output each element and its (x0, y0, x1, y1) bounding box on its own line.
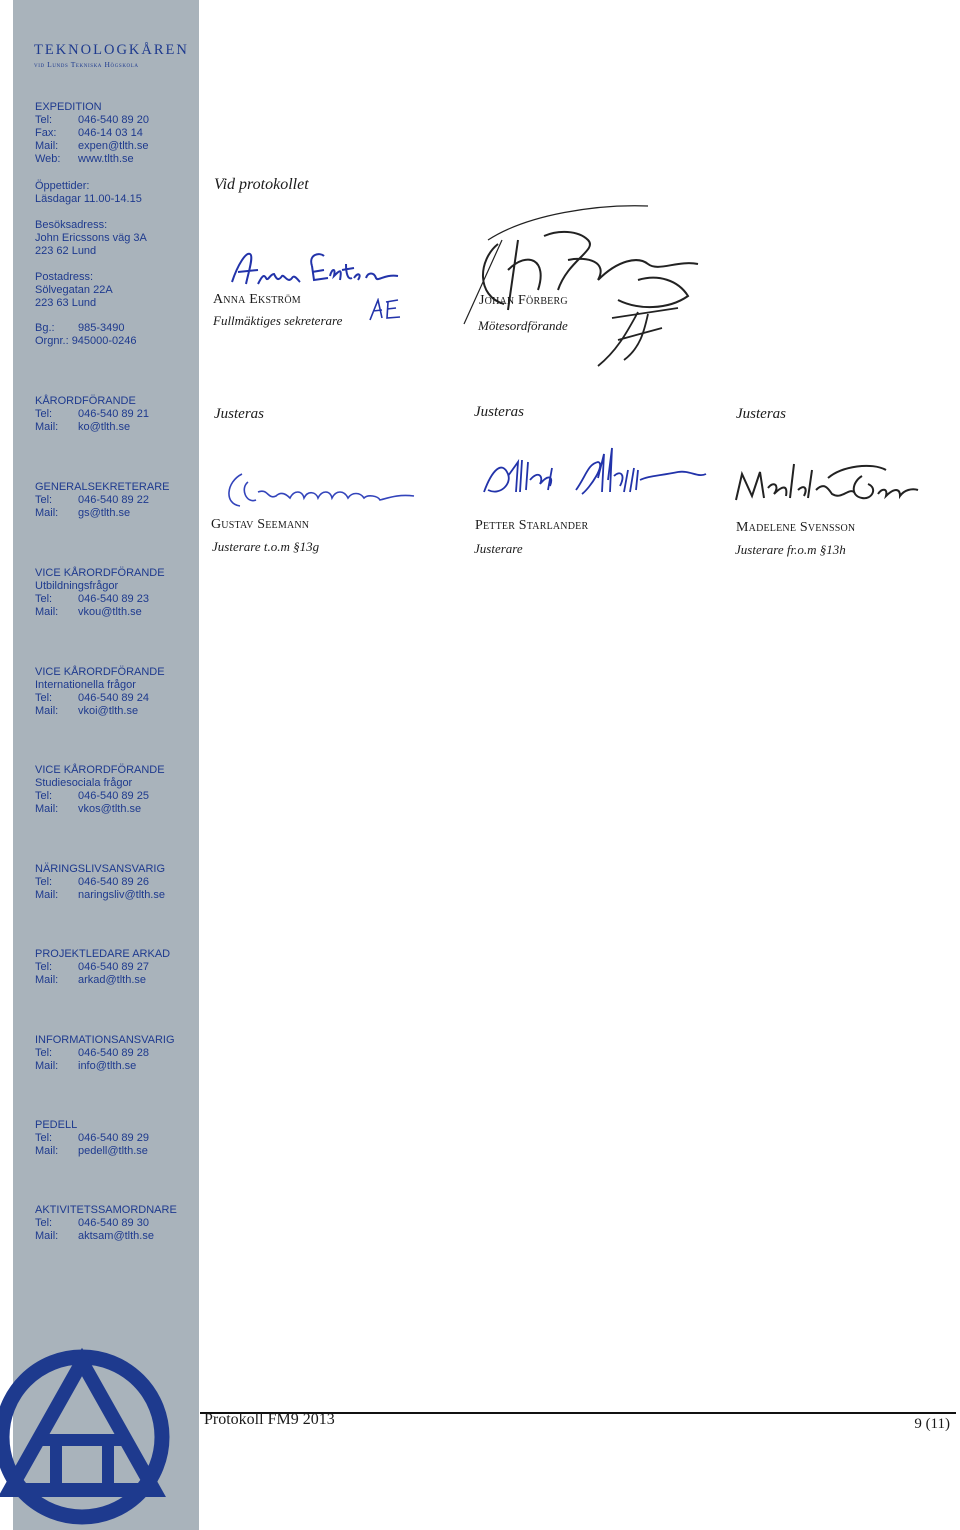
hours-block (35, 180, 142, 206)
signature-madelene-svensson (732, 448, 922, 518)
signature-petter-starlander (478, 440, 708, 510)
contact-sub: Utbildningsfrågor (35, 580, 119, 592)
contact-tel: 046-540 89 22 (78, 494, 149, 506)
mail-label: Mail: (35, 803, 59, 815)
protocol-heading: Vid protokollet (214, 176, 309, 193)
secretary-role: Fullmäktiges sekreterare (213, 313, 343, 328)
contact-mail: vkoi@tlth.se (78, 705, 139, 717)
contact-title: NÄRINGSLIVSANSVARIG (35, 863, 165, 875)
tel-label: Tel: (35, 876, 53, 888)
contact-arkad (35, 948, 170, 987)
expedition-heading: EXPEDITION (35, 101, 102, 113)
tel-label: Tel: (35, 692, 53, 704)
visit-line1: John Ericssons väg 3A (35, 232, 147, 244)
contact-mail: aktsam@tlth.se (78, 1230, 154, 1242)
contact-title: VICE KÅRORDFÖRANDE (35, 567, 165, 579)
hours-value: Läsdagar 11.00-14.15 (35, 193, 142, 205)
mail-label: Mail: (35, 421, 59, 433)
contact-tel: 046-540 89 24 (78, 692, 149, 704)
contact-mail: naringsliv@tlth.se (78, 889, 165, 901)
contact-gs (35, 481, 169, 520)
page-number: 9 (11) (914, 1416, 950, 1432)
contact-title: GENERALSEKRETERARE (35, 481, 170, 493)
web-label: Web: (35, 153, 61, 165)
mail-label: Mail: (35, 507, 59, 519)
fax-label: Fax: (35, 127, 57, 139)
justerare-3-role: Justerare fr.o.m §13h (735, 542, 846, 557)
mail-label: Mail: (35, 140, 59, 152)
contact-sub: Internationella frågor (35, 679, 136, 691)
justerare-2-role: Justerare (474, 541, 523, 556)
justerare-3-name: Madelene Svensson (736, 520, 856, 535)
contact-title: VICE KÅRORDFÖRANDE (35, 666, 165, 678)
expedition-fax: 046-14 03 14 (78, 127, 143, 139)
contact-tel: 046-540 89 23 (78, 593, 149, 605)
expedition-mail: expen@tlth.se (78, 140, 149, 152)
post-address-block (35, 271, 113, 310)
contact-sub: Studiesociala frågor (35, 777, 133, 789)
bg-value: 985-3490 (78, 322, 125, 334)
contact-vkos (35, 764, 165, 816)
signature-anna-ekstrom (228, 244, 403, 294)
visit-line2: 223 62 Lund (35, 245, 97, 257)
contact-vkou (35, 567, 165, 619)
hours-label: Öppettider: (35, 180, 90, 192)
contact-tel: 046-540 89 28 (78, 1047, 149, 1059)
contact-mail: gs@tlth.se (78, 507, 131, 519)
mail-label: Mail: (35, 889, 59, 901)
mail-label: Mail: (35, 1145, 59, 1157)
footer-title: Protokoll FM9 2013 (204, 1411, 335, 1428)
contact-aktsam (35, 1204, 177, 1243)
org-name: TEKNOLOGKÅREN (34, 42, 189, 58)
secretary-name: Anna Ekström (213, 292, 301, 307)
contact-tel: 046-540 89 29 (78, 1132, 149, 1144)
contact-tel: 046-540 89 27 (78, 961, 149, 973)
tel-label: Tel: (35, 961, 53, 973)
contact-mail: vkou@tlth.se (78, 606, 142, 618)
org-number: 945000-0246 (71, 335, 137, 347)
org-subtitle: vid Lunds Tekniska Högskola (34, 60, 139, 69)
contact-naringsliv (35, 863, 165, 902)
contact-tel: 046-540 89 21 (78, 408, 149, 420)
justerare-1-role: Justerare t.o.m §13g (212, 539, 320, 554)
tel-label: Tel: (35, 114, 53, 126)
tel-label: Tel: (35, 494, 53, 506)
post-line2: 223 63 Lund (35, 297, 97, 309)
tel-label: Tel: (35, 408, 53, 420)
bg-label: Bg.: (35, 322, 55, 334)
contact-title: AKTIVITETSSAMORDNARE (35, 1204, 177, 1216)
contact-title: VICE KÅRORDFÖRANDE (35, 764, 165, 776)
signature-johan-forberg (448, 200, 708, 370)
contact-pedell (35, 1119, 149, 1158)
expedition-tel: 046-540 89 20 (78, 114, 149, 126)
contact-tel: 046-540 89 25 (78, 790, 149, 802)
expedition-web: www.tlth.se (78, 153, 134, 165)
post-label: Postadress: (35, 271, 94, 283)
org-number-label: Orgnr.: (35, 335, 69, 347)
contact-mail: ko@tlth.se (78, 421, 131, 433)
tel-label: Tel: (35, 790, 53, 802)
contact-mail: vkos@tlth.se (78, 803, 142, 815)
initials-ae (368, 298, 404, 322)
contact-mail: arkad@tlth.se (78, 974, 147, 986)
ids-block (35, 322, 137, 348)
chair-name: Johan Förberg (479, 293, 568, 308)
justerare-2-name: Petter Starlander (475, 518, 589, 533)
tel-label: Tel: (35, 593, 53, 605)
contact-mail: pedell@tlth.se (78, 1145, 148, 1157)
mail-label: Mail: (35, 1060, 59, 1072)
contact-title: PEDELL (35, 1119, 78, 1131)
tel-label: Tel: (35, 1132, 53, 1144)
mail-label: Mail: (35, 606, 59, 618)
justeras-label-1: Justeras (214, 406, 264, 422)
contact-title: INFORMATIONSANSVARIG (35, 1034, 175, 1046)
contact-title: PROJEKTLEDARE ARKAD (35, 948, 171, 960)
post-line1: Sölvegatan 22A (35, 284, 113, 296)
contact-tel: 046-540 89 26 (78, 876, 149, 888)
contact-tel: 046-540 89 30 (78, 1217, 149, 1229)
visit-address-block (35, 219, 147, 258)
signature-gustav-seemann (218, 460, 418, 516)
contact-title: KÅRORDFÖRANDE (35, 395, 136, 407)
contact-info (35, 1034, 175, 1073)
visit-label: Besöksadress: (35, 219, 108, 231)
tlth-emblem-logo (0, 1342, 200, 1530)
expedition-block (35, 101, 149, 166)
org-brand (34, 42, 189, 69)
chair-role: Mötesordförande (478, 318, 568, 333)
contact-vkoi (35, 666, 165, 718)
tel-label: Tel: (35, 1217, 53, 1229)
justeras-label-3: Justeras (736, 406, 786, 422)
mail-label: Mail: (35, 705, 59, 717)
justeras-label-2: Justeras (474, 404, 524, 420)
contact-ko (35, 395, 149, 434)
justerare-1-name: Gustav Seemann (211, 517, 310, 532)
mail-label: Mail: (35, 1230, 59, 1242)
mail-label: Mail: (35, 974, 59, 986)
tel-label: Tel: (35, 1047, 53, 1059)
contact-mail: info@tlth.se (78, 1060, 137, 1072)
